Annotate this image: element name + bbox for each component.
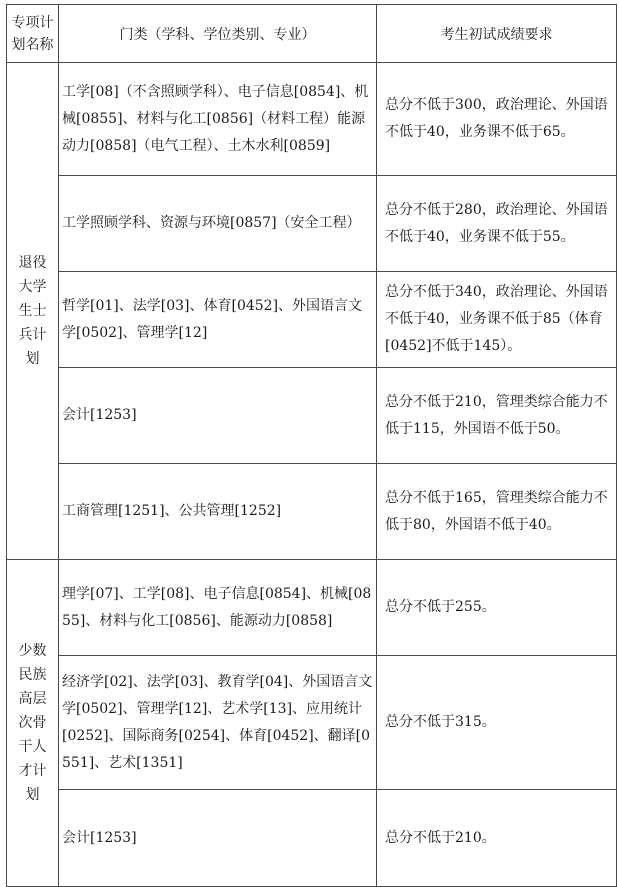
requirement-cell: 总分不低于340，政治理论、外国语不低于40，业务课不低于85（体育[0452]不低于145）。 — [377, 272, 617, 368]
major-cell: 会计[1253] — [59, 790, 377, 887]
major-cell: 哲学[01]、法学[03]、体育[0452]、外国语言文学[0502]、管理学[12] — [59, 272, 377, 368]
header-score-requirement: 考生初试成绩要求 — [377, 5, 617, 63]
requirement-cell: 总分不低于315。 — [377, 656, 617, 790]
requirement-cell: 总分不低于280，政治理论、外国语不低于40，业务课不低于55。 — [377, 176, 617, 272]
major-cell: 经济学[02]、法学[03]、教育学[04]、外国语言文学[0502]、管理学[12]、艺术学[13]、应用统计[0252]、国际商务[0254]、体育[0452]、翻译[0551]、艺术[1351] — [59, 656, 377, 790]
header-discipline: 门类（学科、学位类别、专业） — [59, 5, 377, 63]
major-cell: 会计[1253] — [59, 368, 377, 464]
major-cell: 工商管理[1251]、公共管理[1252] — [59, 464, 377, 560]
plan-name-label: 少数民族高层次骨干人才计划 — [18, 643, 47, 803]
major-cell: 理学[07]、工学[08]、电子信息[0854]、机械[0855]、材料与化工[0856]、能源动力[0858] — [59, 560, 377, 656]
requirement-cell: 总分不低于300，政治理论、外国语不低于40，业务课不低于65。 — [377, 63, 617, 176]
plan-name-minority — [7, 560, 59, 887]
requirement-cell: 总分不低于210，管理类综合能力不低于115，外国语不低于50。 — [377, 368, 617, 464]
requirement-cell: 总分不低于255。 — [377, 560, 617, 656]
header-plan-name: 专项计划名称 — [7, 5, 59, 63]
plan-name-veterans — [7, 63, 59, 560]
requirement-cell: 总分不低于165，管理类综合能力不低于80，外国语不低于40。 — [377, 464, 617, 560]
major-cell: 工学[08]（不含照顾学科）、电子信息[0854]、机械[0855]、材料与化工[0856]（材料工程）能源动力[0858]（电气工程）、土木水利[0859] — [59, 63, 377, 176]
requirement-cell: 总分不低于210。 — [377, 790, 617, 887]
major-cell: 工学照顾学科、资源与环境[0857]（安全工程） — [59, 176, 377, 272]
plan-name-label: 退役大学生士兵计划 — [18, 255, 47, 367]
exam-requirements-table — [6, 4, 617, 887]
